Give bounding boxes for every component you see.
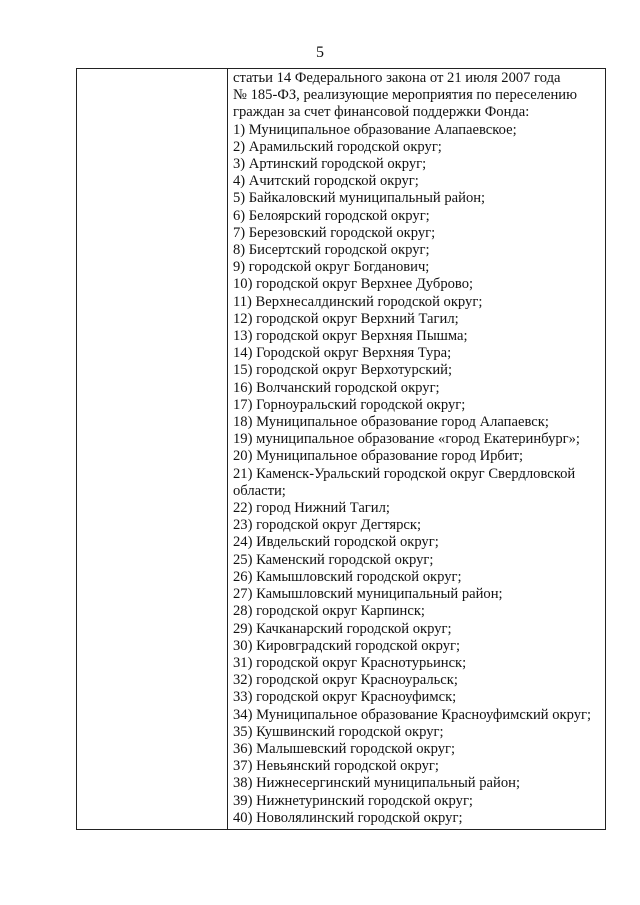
list-item: 7) Березовский городской округ; — [233, 224, 436, 241]
list-item: 5) Байкаловский муниципальный район; — [233, 190, 486, 207]
list-item: 19) муниципальное образование «город Екатеринбург»; — [233, 431, 580, 448]
list-item: 1) Муниципальное образование Алапаевское; — [233, 121, 517, 138]
list-item: 3) Артинский городской округ; — [233, 156, 427, 173]
list-item: 16) Волчанский городской округ; — [233, 379, 440, 396]
list-item: 32) городской округ Красноуральск; — [233, 672, 458, 689]
list-item: 20) Муниципальное образование город Ирбит; — [233, 448, 524, 465]
intro-line: граждан за счет финансовой поддержки Фонда: — [233, 104, 530, 121]
table-right-column — [229, 69, 605, 829]
list-item: 10) городской округ Верхнее Дуброво; — [233, 276, 474, 293]
list-item: 13) городской округ Верхняя Пышма; — [233, 328, 468, 345]
list-item: 27) Камышловский муниципальный район; — [233, 586, 503, 603]
page-number: 5 — [316, 44, 324, 61]
list-item: 23) городской округ Дегтярск; — [233, 517, 422, 534]
list-item: 9) городской округ Богданович; — [233, 259, 430, 276]
list-item: 33) городской округ Красноуфимск; — [233, 689, 457, 706]
list-item: 2) Арамильский городской округ; — [233, 138, 442, 155]
list-item: 4) Ачитский городской округ; — [233, 173, 419, 190]
intro-line: № 185-ФЗ, реализующие мероприятия по переселению — [233, 87, 578, 104]
intro-paragraph — [229, 69, 605, 122]
list-item: 39) Нижнетуринский городской округ; — [233, 792, 473, 809]
list-item: 30) Кировградский городской округ; — [233, 637, 461, 654]
list-item: 15) городской округ Верхотурский; — [233, 362, 452, 379]
list-item: 31) городской округ Краснотурьинск; — [233, 654, 467, 671]
list-item: 25) Каменский городской округ; — [233, 551, 434, 568]
list-item: 12) городской округ Верхний Тагил; — [233, 310, 459, 327]
list-item: 17) Горноуральский городской округ; — [233, 396, 466, 413]
list-item: 37) Невьянский городской округ; — [233, 758, 439, 775]
intro-line: статьи 14 Федерального закона от 21 июля 2007 года — [233, 70, 561, 86]
list-item: 34) Муниципальное образование Красноуфимский округ; — [233, 706, 592, 723]
list-item: 28) городской округ Карпинск; — [233, 603, 425, 620]
list-item: 36) Малышевский городской округ; — [233, 740, 456, 757]
list-item: 21) Каменск-Уральский городской округ Свердловской области; — [233, 465, 576, 499]
list-item: 8) Бисертский городской округ; — [233, 242, 430, 259]
list-item: 29) Качканарский городской округ; — [233, 620, 452, 637]
document-table — [76, 68, 606, 830]
list-item: 22) город Нижний Тагил; — [233, 500, 390, 517]
list-item: 6) Белоярский городской округ; — [233, 207, 430, 224]
list-item: 24) Ивдельский городской округ; — [233, 534, 439, 551]
list-item: 11) Верхнесалдинский городской округ; — [233, 293, 483, 310]
list-item: 18) Муниципальное образование город Алапаевск; — [233, 414, 549, 431]
list-item: 40) Новолялинский городской округ; — [233, 809, 463, 826]
list-item: 38) Нижнесергинский муниципальный район; — [233, 775, 521, 792]
list-item: 26) Камышловский городской округ; — [233, 568, 462, 585]
list-item: 14) Городской округ Верхняя Тура; — [233, 345, 452, 362]
table-left-column — [77, 69, 228, 829]
municipality-list — [229, 122, 605, 827]
list-item: 35) Кушвинский городской округ; — [233, 723, 444, 740]
